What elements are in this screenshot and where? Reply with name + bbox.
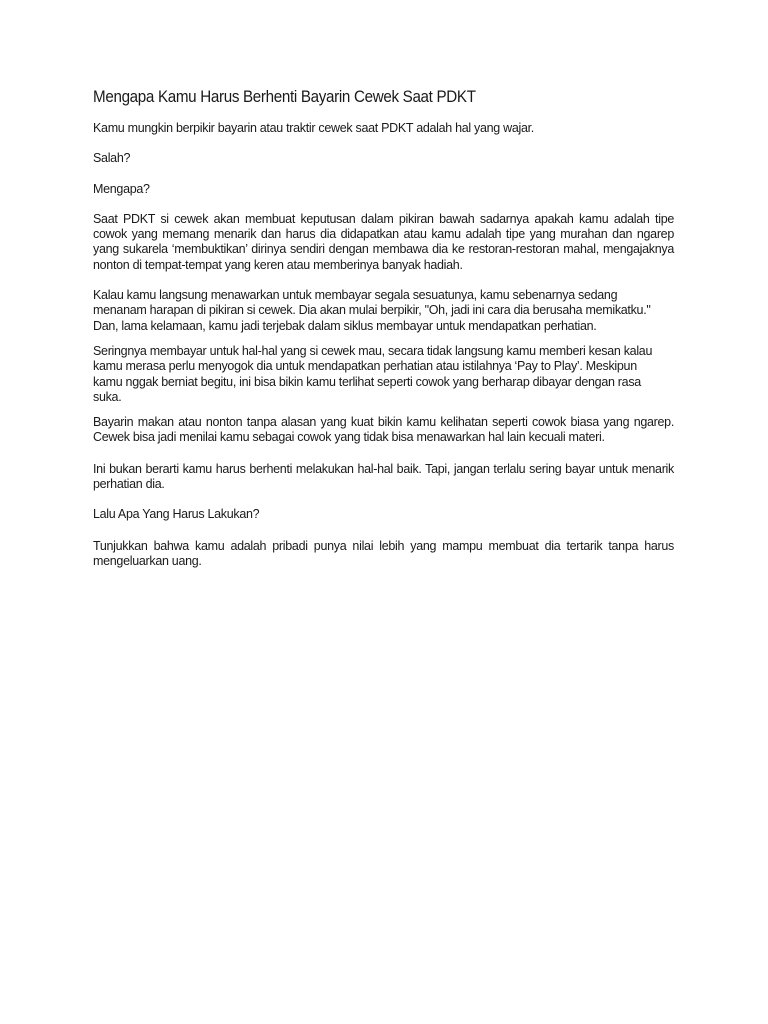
paragraph-tunjukkan: Tunjukkan bahwa kamu adalah pribadi punya nilai lebih yang mampu membuat dia tertarik tanpa harus mengeluarkan uang. [93, 538, 674, 568]
document-title: Mengapa Kamu Harus Berhenti Bayarin Cewek Saat PDKT [93, 88, 476, 106]
paragraph-subheading: Lalu Apa Yang Harus Lakukan? [93, 507, 260, 522]
paragraph-saat-pdkt: Saat PDKT si cewek akan membuat keputusan dalam pikiran bawah sadarnya apakah kamu adalah tipe cowok yang memang menarik dan harus dia didapatkan atau kamu adalah tipe yang murahan dan ngarep yang sukarela ‘membuktikan’ dirinya sendiri dengan membawa dia ke restoran-restoran mahal, mengajaknya nonton di tempat-tempat yang keren atau memberinya banyak hadiah. [93, 211, 674, 272]
paragraph-ini-bukan: Ini bukan berarti kamu harus berhenti melakukan hal-hal baik. Tapi, jangan terlalu sering bayar untuk menarik perhatian dia. [93, 461, 674, 492]
paragraph-salah: Salah? [93, 151, 131, 166]
paragraph-mengapa: Mengapa? [93, 181, 150, 196]
paragraph-bayarin: Bayarin makan atau nonton tanpa alasan yang kuat bikin kamu kelihatan seperti cowok biasa yang ngarep. Cewek bisa jadi menilai kamu sebagai cowok yang tidak bisa menawarkan hal lain kecuali materi. [93, 415, 674, 445]
paragraph-intro: Kamu mungkin berpikir bayarin atau traktir cewek saat PDKT adalah hal yang wajar. [93, 121, 534, 135]
document-page [93, 86, 674, 569]
paragraph-seringnya: Seringnya membayar untuk hal-hal yang si cewek mau, secara tidak langsung kamu memberi kesan kalau kamu merasa perlu menyogok dia untuk mendapatkan perhatian atau istilahnya ‘Pay to Play’. Meskipun kamu nggak berniat begitu, ini bisa bikin kamu terlihat seperti cowok yang berharap dibayar dengan rasa suka. [93, 343, 653, 404]
paragraph-kalau-kamu: Kalau kamu langsung menawarkan untuk membayar segala sesuatunya, kamu sebenarnya sedang menanam harapan di pikiran si cewek. Dia akan mulai berpikir, "Oh, jadi ini cara dia berusaha memikatku." Dan, lama kelamaan, kamu jadi terjebak dalam siklus membayar untuk mendapatkan perhatian. [93, 288, 651, 333]
